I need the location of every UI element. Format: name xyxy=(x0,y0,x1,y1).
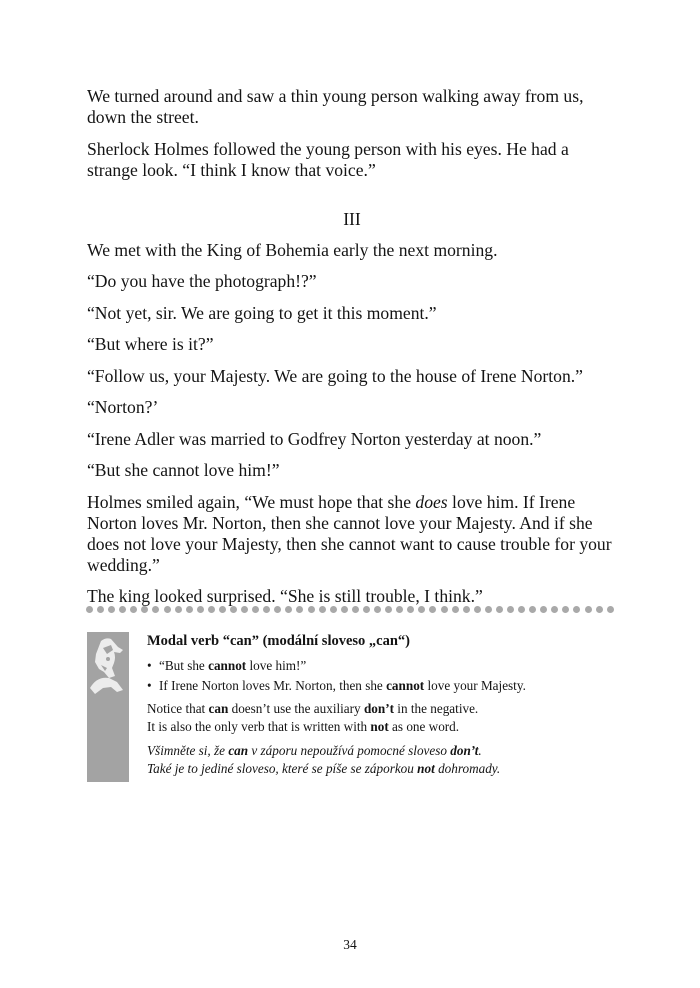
divider-dot xyxy=(219,606,226,613)
text-run: love him. If Irene Norton loves Mr. Norton, then she cannot love your Majesty. And if she does not love your Majesty, then she cannot want to cause trouble for your wedding.” xyxy=(87,491,612,575)
divider-dot xyxy=(330,606,337,613)
divider-dot xyxy=(441,606,448,613)
divider-dot xyxy=(97,606,104,613)
example-list xyxy=(147,657,617,696)
grammar-box xyxy=(87,632,617,782)
text-run: “But she xyxy=(159,657,209,673)
list-item xyxy=(147,677,617,696)
divider-dot xyxy=(197,606,204,613)
divider-dot xyxy=(208,606,215,613)
divider-dot xyxy=(263,606,270,613)
bold-term: not xyxy=(370,719,389,734)
paragraph: We turned around and saw a thin young person walking away from us, down the street. xyxy=(87,86,584,127)
text-run: love him!” xyxy=(246,657,307,673)
divider-dot xyxy=(474,606,481,613)
divider-dot xyxy=(141,606,148,613)
divider-dot xyxy=(585,606,592,613)
divider-dot xyxy=(119,606,126,613)
bold-term: not xyxy=(417,761,435,776)
bold-term: can xyxy=(228,742,249,758)
divider-dot xyxy=(86,606,93,613)
dialogue-line: “Norton?’ xyxy=(87,397,159,417)
divider-dot xyxy=(285,606,292,613)
divider-dot xyxy=(108,606,115,613)
story-text xyxy=(87,86,617,618)
divider-dot xyxy=(485,606,492,613)
list-item xyxy=(147,657,617,676)
section-number: III xyxy=(343,208,361,229)
text-run: v záporu nepoužívá pomocné sloveso xyxy=(248,742,451,758)
divider-dot xyxy=(540,606,547,613)
dialogue-line: “But where is it?” xyxy=(87,334,214,354)
divider-dot xyxy=(463,606,470,613)
text-run: Holmes smiled again, “We must hope that she xyxy=(87,491,416,512)
divider-dot xyxy=(507,606,514,613)
paragraph: We met with the King of Bohemia early the next morning. xyxy=(87,239,498,260)
divider-dot xyxy=(130,606,137,613)
sidebar-strip xyxy=(87,632,129,782)
grammar-title: Modal verb “can” (modální sloveso „can“) xyxy=(147,633,411,649)
bold-term: cannot xyxy=(208,657,247,673)
divider-dot xyxy=(418,606,425,613)
text-run: . xyxy=(478,742,482,758)
divider-dot xyxy=(152,606,159,613)
divider-dot xyxy=(562,606,569,613)
note-line xyxy=(147,718,617,737)
divider-dot xyxy=(407,606,414,613)
divider-dot xyxy=(230,606,237,613)
text-run: love your Majesty. xyxy=(424,678,526,693)
note-line xyxy=(147,700,617,719)
divider-dot xyxy=(518,606,525,613)
bold-term: don’t xyxy=(363,700,394,716)
divider-dot xyxy=(296,606,303,613)
dialogue-line: “Follow us, your Majesty. We are going to the house of Irene Norton.” xyxy=(87,365,583,386)
text-run: It is also the only verb that is written with xyxy=(147,719,371,734)
divider-dot xyxy=(396,606,403,613)
dotted-divider xyxy=(86,602,614,616)
divider-dot xyxy=(573,606,580,613)
divider-dot xyxy=(308,606,315,613)
text-run: as one word. xyxy=(388,719,460,734)
divider-dot xyxy=(607,606,614,613)
dialogue-line: “Not yet, sir. We are going to get it this moment.” xyxy=(87,302,437,323)
divider-dot xyxy=(374,606,381,613)
divider-dot xyxy=(186,606,193,613)
divider-dot xyxy=(529,606,536,613)
paragraph: The king looked surprised. “She is still trouble, I think.” xyxy=(87,586,483,606)
divider-dot xyxy=(164,606,171,613)
emphasis: does xyxy=(415,491,448,512)
divider-dot xyxy=(596,606,603,613)
text-run: Notice that xyxy=(147,700,209,716)
divider-dot xyxy=(241,606,248,613)
divider-dot xyxy=(385,606,392,613)
divider-dot xyxy=(252,606,259,613)
czech-notes xyxy=(147,742,617,779)
divider-dot xyxy=(452,606,459,613)
dialogue-line: “Do you have the photograph!?” xyxy=(87,271,317,291)
divider-dot xyxy=(496,606,503,613)
note-line xyxy=(147,760,617,779)
bold-term: cannot xyxy=(386,678,425,693)
grammar-content xyxy=(147,632,617,779)
text-run: doesn’t use the auxiliary xyxy=(228,700,364,716)
divider-dot xyxy=(363,606,370,613)
dialogue-line: “Irene Adler was married to Godfrey Norton yesterday at noon.” xyxy=(87,428,542,449)
page-number: 34 xyxy=(343,937,357,952)
text-run: in the negative. xyxy=(394,700,479,716)
english-notes xyxy=(147,700,617,737)
divider-dot xyxy=(429,606,436,613)
bold-term: can xyxy=(208,700,229,716)
paragraph xyxy=(87,492,617,576)
divider-dot xyxy=(352,606,359,613)
note-line xyxy=(147,742,617,761)
text-run: If Irene Norton loves Mr. Norton, then she xyxy=(159,678,387,693)
text-run: Také je to jediné sloveso, které se píše se záporkou xyxy=(147,761,418,776)
divider-dot xyxy=(175,606,182,613)
divider-dot xyxy=(319,606,326,613)
bold-term: don’t xyxy=(450,742,479,758)
paragraph: Sherlock Holmes followed the young person with his eyes. He had a strange look. “I think I know that voice.” xyxy=(87,138,569,180)
dialogue-line: “But she cannot love him!” xyxy=(87,460,280,480)
divider-dot xyxy=(274,606,281,613)
text-run: dohromady. xyxy=(434,761,501,776)
divider-dot xyxy=(341,606,348,613)
text-run: Všimněte si, že xyxy=(147,742,229,758)
divider-dot xyxy=(551,606,558,613)
